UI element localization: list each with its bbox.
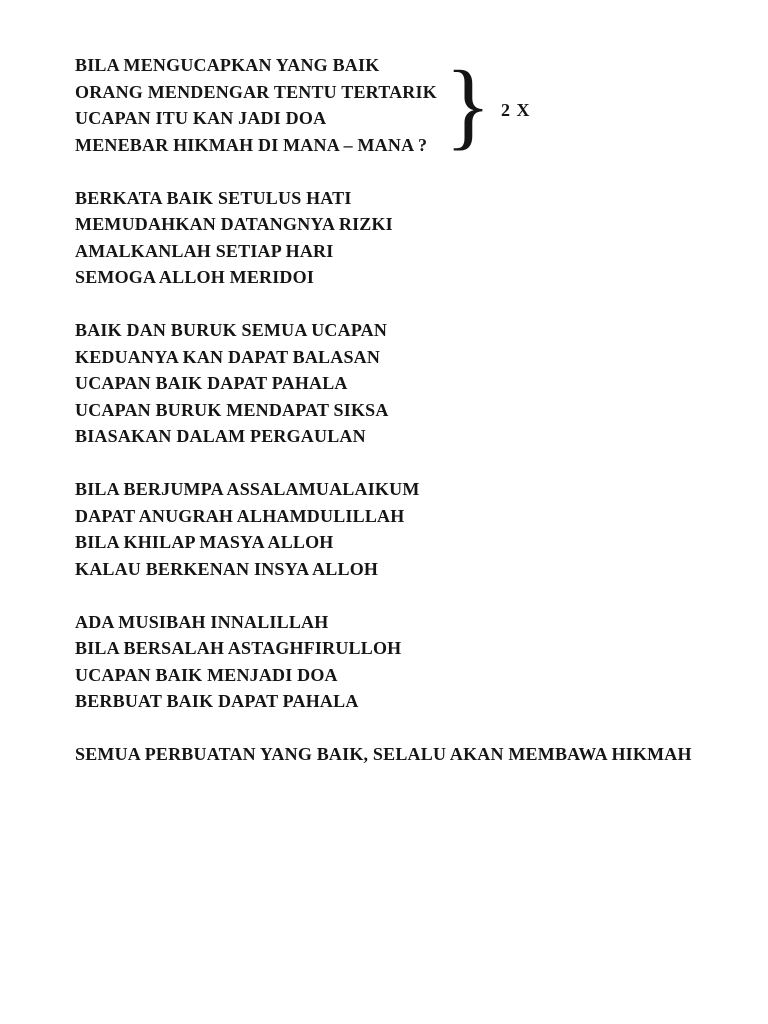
lyric-line: SEMUA PERBUATAN YANG BAIK, SELALU AKAN MEMBAWA HIKMAH: [75, 744, 692, 764]
lyric-line: MEMUDAHKAN DATANGNYA RIZKI: [75, 214, 393, 234]
lyric-line: BAIK DAN BURUK SEMUA UCAPAN: [75, 320, 388, 340]
stanza-3: [75, 317, 738, 450]
lyric-line: KALAU BERKENAN INSYA ALLOH: [75, 558, 379, 579]
stanza-4: [75, 476, 738, 582]
lyric-line: UCAPAN BAIK DAPAT PAHALA: [75, 373, 348, 393]
stanza-1: [75, 52, 738, 158]
lyric-line: BILA BERJUMPA ASSALAMUALAIKUM: [75, 479, 420, 499]
stanza-2: [75, 185, 738, 291]
lyric-line: KEDUANYA KAN DAPAT BALASAN: [75, 346, 381, 367]
lyric-line: BILA BERSALAH ASTAGHFIRULLOH: [75, 638, 402, 658]
lyric-line: UCAPAN ITU KAN JADI DOA: [75, 108, 327, 128]
lyric-line: DAPAT ANUGRAH ALHAMDULILLAH: [75, 505, 405, 526]
lyric-line: BIASAKAN DALAM PERGAULAN: [75, 426, 366, 446]
lyric-line: SEMOGA ALLOH MERIDOI: [75, 267, 315, 287]
lyric-line: AMALKANLAH SETIAP HARI: [75, 240, 334, 261]
lyric-line: BERKATA BAIK SETULUS HATI: [75, 187, 352, 208]
closing-line: [75, 741, 738, 768]
lyric-line: BILA KHILAP MASYA ALLOH: [75, 532, 334, 552]
lyric-line: MENEBAR HIKMAH DI MANA – MANA ?: [75, 134, 428, 155]
lyric-line: UCAPAN BAIK MENJADI DOA: [75, 664, 338, 685]
lyrics-content: [75, 52, 738, 794]
lyric-line: ADA MUSIBAH INNALILLAH: [75, 611, 329, 632]
repeat-brace-icon: }: [445, 50, 492, 160]
lyric-line: BILA MENGUCAPKAN YANG BAIK: [75, 55, 380, 75]
lyric-line: ORANG MENDENGAR TENTU TERTARIK: [75, 81, 437, 102]
repeat-count-label: 2 X: [501, 100, 531, 120]
stanza-5: [75, 609, 738, 715]
lyric-line: UCAPAN BURUK MENDAPAT SIKSA: [75, 399, 389, 420]
lyric-line: BERBUAT BAIK DAPAT PAHALA: [75, 691, 359, 711]
